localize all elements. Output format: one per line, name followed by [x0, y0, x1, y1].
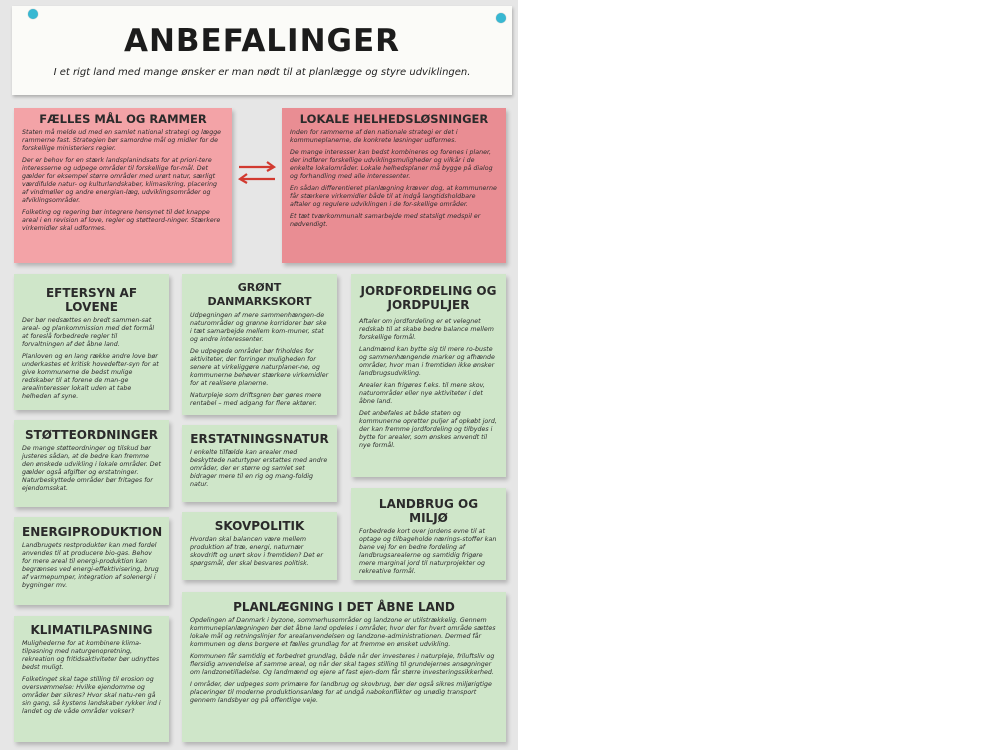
card-text: Der er behov for en stærk landsplanindsats for at priori-tere interesserne og udpege områder til forskellige for-mål. Det gælder for eksempel større områder med urørt natur, særligt værdifulde natur- og kulturlandskaber, klimasikring, placering af vindmøller og andre energian-læg, udviklingsområder og afviklingsområder.: [22, 157, 217, 204]
card-title: ERSTATNINGSNATUR: [190, 432, 329, 446]
card-eftersyn-af-lovene: [14, 274, 169, 410]
card-text: Staten må melde ud med en samlet national strategi og lægge rammerne fast. Strategien bør samordne mål og midler for de forskellige ministeriers regier.: [22, 129, 222, 152]
exchange-arrows-icon: [236, 160, 278, 186]
card-title: GRØNT DANMARKSKORT: [207, 281, 312, 308]
card-text: Planloven og en lang række andre love bør underkastes et kritisk hovedefter-syn for at give kommunerne de bedst mulige redskaber til at forene de man-ge arealinteresser lokalt uden at tabe helheden af syne.: [22, 353, 159, 400]
card-energiproduktion: [14, 517, 169, 605]
card-text: Landbrugets restprodukter kan med fordel anvendes til at producere bio-gas. Behov for mere areal til energi-produktion kan begrænses ved energi-effektivisering, brug af varmepumper, integration af solenergi i bygninger mv.: [22, 542, 159, 589]
card-title: LOKALE HELHEDSLØSNINGER: [299, 112, 489, 126]
card-text: Aftaler om jordfordeling er et velegnet redskab til at skabe bedre balance mellem forskellige formål.: [359, 318, 494, 341]
card-text: Udpegningen af mere sammenhængen-de naturområder og grønne korridorer bør ske i tæt samarbejde mellem kom-muner, stat og andre interessenter.: [190, 312, 327, 343]
card-faelles-maal: [14, 108, 232, 263]
card-text: Inden for rammerne af den nationale strategi er det i kommuneplanerne, de konkrete løsninger udformes.: [290, 129, 458, 144]
card-text: I områder, der udpeges som primære for landbrug og skovbrug, bør der også sikres miljørigtige placeringer til moderne produktionsanlæg for at undgå nabokonflikter og unødig transport gennem landsbyer og på offentlige veje.: [190, 681, 492, 704]
card-text: De mange interesser kan bedst kombineres og forenes i planer, der indfører forskellige udviklingsmuligheder og vilkår i de enkelte lokalområder. Lokale helhedsplaner må bygge på dialog og forhandling med alle interessenter.: [290, 149, 493, 180]
card-planlaegning-i-det-aabne-land: [182, 592, 506, 742]
card-title: EFTERSYN AF LOVENE: [45, 286, 138, 314]
card-text: Hvordan skal balancen være mellem produktion af træ, energi, naturnær skovdrift og urørt skov i fremtiden? Det er spørgsmål, der skal besvares politisk.: [190, 536, 324, 567]
card-text: Kommunen får samtidig et forbedret grundlag, både når der investeres i naturpleje, friluftsliv og flersidig anvendelse af samme areal, og når der skal tages stilling til grundejernes ansøgninger om landzonetilladelse. Og landmænd og ejere af fast ejen-dom får større investeringssikkerhed.: [190, 653, 495, 676]
card-text: I enkelte tilfælde kan arealer med beskyttede naturtyper erstattes med andre områder, der er større og samlet set bidrager mere til en rig og mang-foldig natur.: [190, 449, 328, 488]
card-text: Landmænd kan bytte sig til mere ro-buste og sammenhængende marker og afhænde områder, hvor man i fremtiden ikke ønsker landbrugsudvikling.: [359, 346, 495, 377]
card-landbrug-og-miljoe: [351, 488, 506, 580]
card-title: JORDFORDELING OG JORDPULJER: [360, 284, 497, 312]
card-text: Forbedrede kort over jordens evne til at optage og tilbageholde nærings-stoffer kan bane vej for en bedre fordeling af landbrugsarealerne og samtidig frigøre mere marginal jord til naturprojekter og rekreative formål.: [359, 528, 497, 575]
card-jordfordeling-og-jordpuljer: [351, 274, 506, 477]
header-panel: [12, 6, 512, 95]
card-text: En sådan differentieret planlægning kræver dog, at kommunerne får stærkere virkemidler både til at indgå langtidsholdbare aftaler og regulere udviklingen i de for-skellige områder.: [290, 185, 497, 208]
card-title: LANDBRUG OG MILJØ: [378, 497, 479, 525]
card-groent-danmarkskort: [182, 274, 337, 415]
card-lokale-helhedsloesninger: [282, 108, 506, 263]
card-title: ENERGIPRODUKTION: [22, 525, 163, 539]
page-subtitle: I et rigt land med mange ønsker er man nødt til at planlægge og styre udviklingen.: [53, 67, 471, 78]
pin-icon: [28, 9, 38, 19]
card-title: STØTTEORDNINGER: [24, 428, 159, 442]
card-title: KLIMATILPASNING: [30, 623, 153, 637]
card-text: Det anbefales at både staten og kommunerne opretter puljer af opkøbt jord, der kan fremme jordfordeling og tilbydes i bytte for arealer, som ønskes anvendt til nye formål.: [359, 410, 497, 449]
card-text: Naturpleje som driftsgren bør gøres mere rentabel – med adgang for flere aktører.: [190, 392, 322, 407]
card-text: Mulighederne for at kombinere klima-tilpasning med naturgenopretning, rekreation og fritidsaktiviteter bør udnyttes bedst muligt.: [22, 640, 160, 671]
card-title: PLANLÆGNING I DET ÅBNE LAND: [233, 600, 455, 614]
card-erstatningsnatur: [182, 425, 337, 502]
card-text: Arealer kan frigøres f.eks. til mere skov, naturområder eller nye aktiviteter i det åbne land.: [359, 382, 485, 405]
card-skovpolitik: [182, 512, 337, 580]
card-title: SKOVPOLITIK: [214, 519, 305, 533]
card-text: Folketing og regering bør integrere hensynet til det knappe areal i en revision af love, regler og støtteord-ninger. Stærkere virkemidler skal udformes.: [22, 209, 221, 232]
card-klimatilpasning: [14, 616, 169, 742]
pin-icon: [496, 13, 506, 23]
card-text: Folketinget skal tage stilling til erosion og oversvømmelse: Hvilke ejendomme og områder bør sikres? Hvor skal natu-ren gå sin gang, så kystens landskaber rykker ind i landet og de våde områder vokser?: [22, 676, 161, 715]
card-text: De mange støtteordninger og tilskud bør justeres sådan, at de bedre kan fremme den ønskede udvikling i lokale områder. Det gælder også afgifter og erstatninger. Naturbeskyttede områder bør fritages for ejendomsskat.: [22, 445, 161, 492]
card-text: Opdelingen af Danmark i byzone, sommerhusområder og landzone er utilstrækkelig. Gennem kommuneplanlægningen bør det åbne land opdeles i områder, hvor der for hvert område sættes lokale mål og retningslinjer for arealanvendelsen og landzone-administrationen. Dermed får kommunen og dens borgere et fælles grundlag for at fremme en ønsket udvikling.: [190, 617, 496, 648]
card-stoetteordninger: [14, 420, 169, 507]
card-text: Et tæt tværkommunalt samarbejde med statsligt medspil er nødvendigt.: [290, 213, 481, 228]
card-text: Der bør nedsættes en bredt sammen-sat areal- og plankommission med det formål at foreslå forbedrede regler til forvaltningen af det åbne land.: [22, 317, 155, 348]
page-title: ANBEFALINGER: [123, 23, 401, 59]
card-title: FÆLLES MÅL OG RAMMER: [39, 112, 207, 126]
card-text: De udpegede områder bør friholdes for aktiviteter, der forringer muligheden for senere at virkeliggøre naturplaner-ne, og kommunerne behøver stærkere virkemidler for at realisere planerne.: [190, 348, 329, 387]
